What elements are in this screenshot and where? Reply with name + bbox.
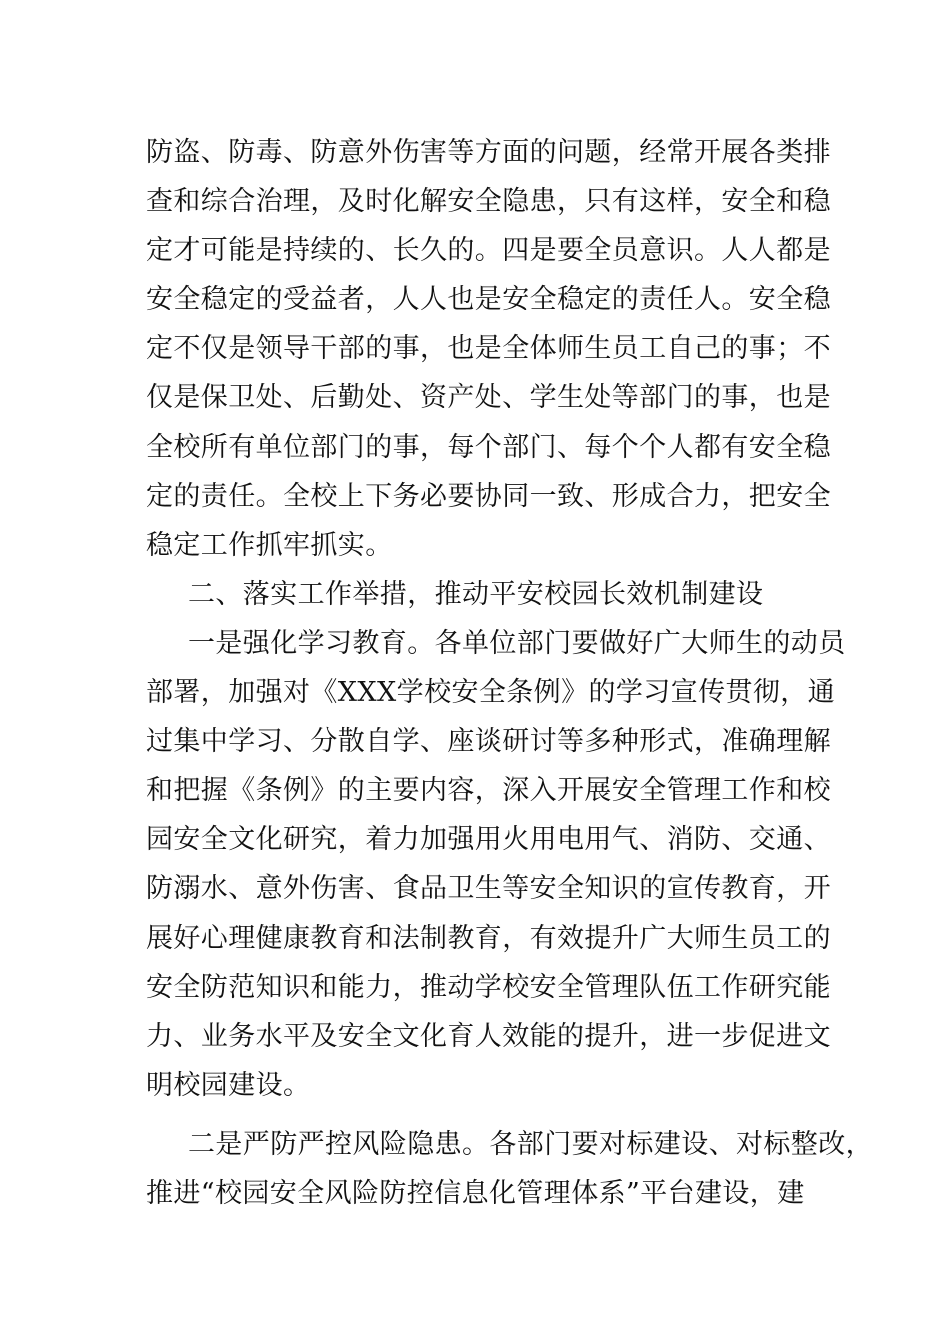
text-line: 明校园建设。 — [146, 1069, 311, 1101]
text-line: 全校所有单位部门的事，每个部门、每个个人都有安全稳 — [146, 431, 831, 463]
text-line: 安全稳定的受益者，人人也是安全稳定的责任人。安全稳 — [146, 284, 831, 316]
text-line: 定不仅是领导干部的事，也是全体师生员工自己的事；不 — [146, 333, 831, 365]
text-line: 仅是保卫处、后勤处、资产处、学生处等部门的事，也是 — [146, 382, 831, 414]
text-line: 防盗、防毒、防意外伤害等方面的问题，经常开展各类排 — [146, 137, 831, 168]
text-line: 园安全文化研究，着力加强用火用电用气、消防、交通、 — [146, 824, 831, 856]
text-line: 查和综合治理，及时化解安全隐患，只有这样，安全和稳 — [146, 186, 831, 218]
text-line: 安全防范知识和能力，推动学校安全管理队伍工作研究能 — [146, 971, 831, 1003]
paragraph-gap — [146, 1110, 816, 1120]
text-line: 定的责任。全校上下务必要协同一致、形成合力，把安全 — [146, 480, 831, 512]
text-line: 展好心理健康教育和法制教育，有效提升广大师生员工的 — [146, 922, 831, 954]
paragraph-start-line: 二是严防严控风险隐患。各部门要对标建设、对标整改， — [188, 1128, 873, 1160]
text-line: 稳定工作抓牢抓实。 — [146, 529, 393, 561]
text-line: 力、业务水平及安全文化育人效能的提升，进一步促进文 — [146, 1020, 831, 1052]
text-line: 定才可能是持续的、长久的。四是要全员意识。人人都是 — [146, 235, 831, 267]
text-line: 防溺水、意外伤害、食品卫生等安全知识的宣传教育，开 — [146, 873, 831, 905]
text-line: 过集中学习、分散自学、座谈研讨等多种形式，准确理解 — [146, 726, 831, 758]
text-line: 推进“校园安全风险防控信息化管理体系”平台建设，建 — [146, 1177, 805, 1209]
text-line: 和把握《条例》的主要内容，深入开展安全管理工作和校 — [146, 775, 831, 807]
text-line: 部署，加强对《XXX学校安全条例》的学习宣传贯彻，通 — [146, 677, 836, 709]
document-body — [146, 128, 873, 1218]
section-heading: 二、落实工作举措，推动平安校园长效机制建设 — [188, 578, 764, 610]
paragraph-start-line: 一是强化学习教育。各单位部门要做好广大师生的动员 — [188, 627, 846, 659]
